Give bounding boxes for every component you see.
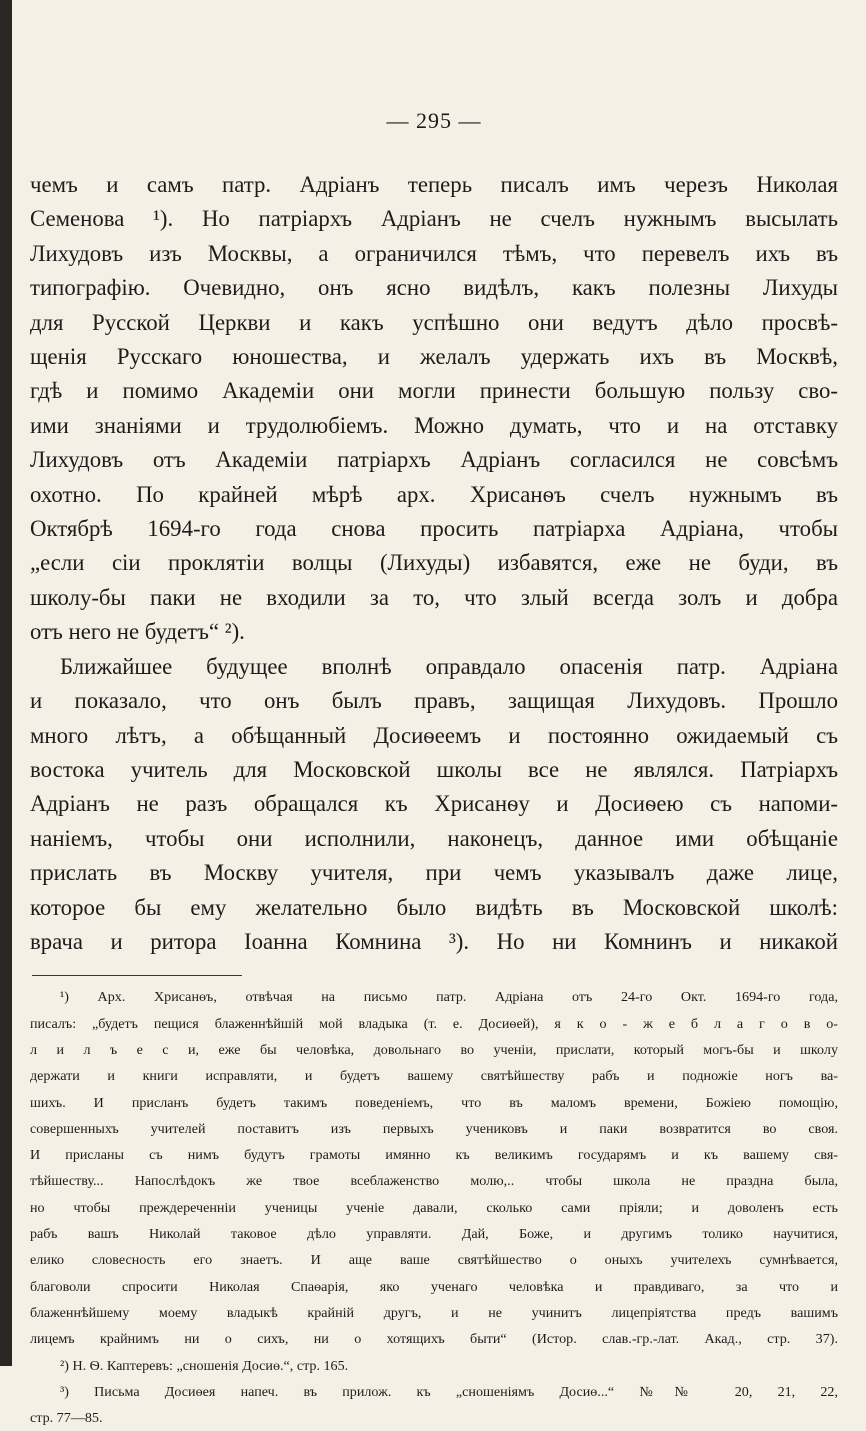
text-line: чемъ и самъ патр. Адріанъ теперь писалъ имъ черезъ Николая xyxy=(30,172,838,197)
footnote-line: благоволи спросити Николая Спаѳарія, яко ученаго человѣка и правдиваго, за что и xyxy=(30,1278,838,1295)
footnote-divider xyxy=(32,975,242,976)
footnote-line: шихъ. И присланъ будетъ такимъ поведеніемъ, что въ маломъ времени, Божіею помощію, xyxy=(30,1094,838,1111)
text-line: прислать въ Москву учителя, при чемъ указывалъ даже лице, xyxy=(30,860,838,886)
footnote-line: блаженнѣйшему моему владыкѣ крайній другъ, и не учинитъ лицепріятства предъ вашимъ xyxy=(30,1304,838,1321)
main-text xyxy=(30,168,838,959)
footnote-line: но чтобы преждереченніи ученицы ученіе давали, сколько сами пріяли; и доволенъ есть xyxy=(30,1199,838,1216)
book-page xyxy=(30,108,838,1431)
text-line: Лихудовъ отъ Академіи патріархъ Адріанъ согласился не совсѣмъ xyxy=(30,447,838,473)
text-line: щенія Русскаго юношества, и желалъ удержать ихъ въ Москвѣ, xyxy=(30,344,838,370)
text-line: много лѣтъ, а обѣщанный Досиѳеемъ и постоянно ожидаемый съ xyxy=(30,722,838,748)
text-line: наніемъ, чтобы они исполнили, наконецъ, данное ими обѣщаніе xyxy=(30,825,838,851)
text-line: Октябрѣ 1694-го года снова просить патріарха Адріана, чтобы xyxy=(30,516,838,542)
paragraph-start-line: Ближайшее будущее вполнѣ оправдало опасенія патр. Адріана xyxy=(60,653,838,679)
text-line: охотно. По крайней мѣрѣ арх. Хрисанѳъ счелъ нужнымъ въ xyxy=(30,481,838,507)
text-line: гдѣ и помимо Академіи они могли принести большую пользу сво- xyxy=(30,378,838,404)
text-line: врача и ритора Іоанна Комнина ³). Но ни Комнинъ и никакой xyxy=(30,928,838,954)
text-line: Лихудовъ изъ Москвы, а ограничился тѣмъ, что перевелъ ихъ въ xyxy=(30,240,838,266)
text-line: которое бы ему желательно было видѣть въ Московской школѣ: xyxy=(30,894,838,920)
text-line: для Русской Церкви и какъ успѣшно они ведутъ дѣло просвѣ- xyxy=(30,309,838,335)
footnote-line: л и л ъ е с и, еже бы человѣка, довольнаго во ученіи, прислати, который могъ-бы и школу xyxy=(30,1041,838,1058)
footnote-line: ¹) Арх. Хрисанѳъ, отвѣчая на письмо патр. Адріана отъ 24-го Окт. 1694-го года, xyxy=(60,989,838,1006)
text-line: типографію. Очевидно, онъ ясно видѣлъ, какъ полезны Лихуды xyxy=(30,275,838,301)
text-line: Семенова ¹). Но патріархъ Адріанъ не счелъ нужнымъ высылать xyxy=(30,206,838,232)
footnote-line: ³) Письма Досиѳея напеч. въ прилож. къ „сношеніямъ Досиѳ...“ №№ 20, 21, 22, xyxy=(60,1383,838,1400)
footnote-line: елико словесность его знаетъ. И аще ваше святѣйшество о оныхъ учителехъ сумнѣвается, xyxy=(30,1252,838,1269)
page-number: — 295 — xyxy=(386,108,482,133)
text-line: школу-бы паки не входили за то, что злый всегда золъ и добра xyxy=(30,584,838,610)
text-line: Адріанъ не разъ обращался къ Хрисанѳу и Досиѳею съ напоми- xyxy=(30,791,838,817)
footnote-line: рабъ вашъ Николай таковое дѣло управляти. Дай, Боже, и другимъ толико научитися, xyxy=(30,1226,838,1243)
scan-edge xyxy=(0,0,12,1366)
footnotes xyxy=(30,984,838,1431)
text-line: и показало, что онъ былъ правъ, защищая Лихудовъ. Прошло xyxy=(30,688,838,714)
text-line: „если сіи проклятіи волцы (Лихуды) избавятся, еже не буди, въ xyxy=(30,550,838,576)
text-line: ими знаніями и трудолюбіемъ. Можно думать, что и на отставку xyxy=(30,412,838,438)
footnote-line: ²) Н. Ѳ. Каптеревъ: „сношенія Досиѳ.“, стр. 165. xyxy=(60,1357,349,1374)
footnote-line: И присланы съ нимъ будутъ грамоты имянно къ великимъ государямъ и къ вашему свя- xyxy=(30,1147,838,1164)
footnote-line: держати и книги исправляти, и будетъ вашему святѣйшеству рабъ и подножіе ногъ ва- xyxy=(30,1068,838,1085)
footnote-line: писалъ: „будетъ пещися блаженнѣйшій мой владыка (т. е. Досиѳей), я к о - ж е б л а г о в о- xyxy=(30,1015,838,1032)
footnote-line: стр. 77—85. xyxy=(30,1410,103,1427)
footnote-line: совершенныхъ учителей поставитъ изъ первыхъ учениковъ и паки возвратится во своя. xyxy=(30,1120,838,1137)
footnote-line: тѣйшеству... Напослѣдокъ же твое всеблаженство молю,.. чтобы школа не праздна была, xyxy=(30,1173,838,1190)
footnote-line: лицемъ крайнимъ ни о сихъ, ни о хотящихъ быти“ (Истор. слав.-гр.-лат. Акад., стр. 37). xyxy=(30,1331,838,1348)
text-line: востока учитель для Московской школы все не являлся. Патріархъ xyxy=(30,756,838,782)
text-line: отъ него не будетъ“ ²). xyxy=(30,619,245,645)
